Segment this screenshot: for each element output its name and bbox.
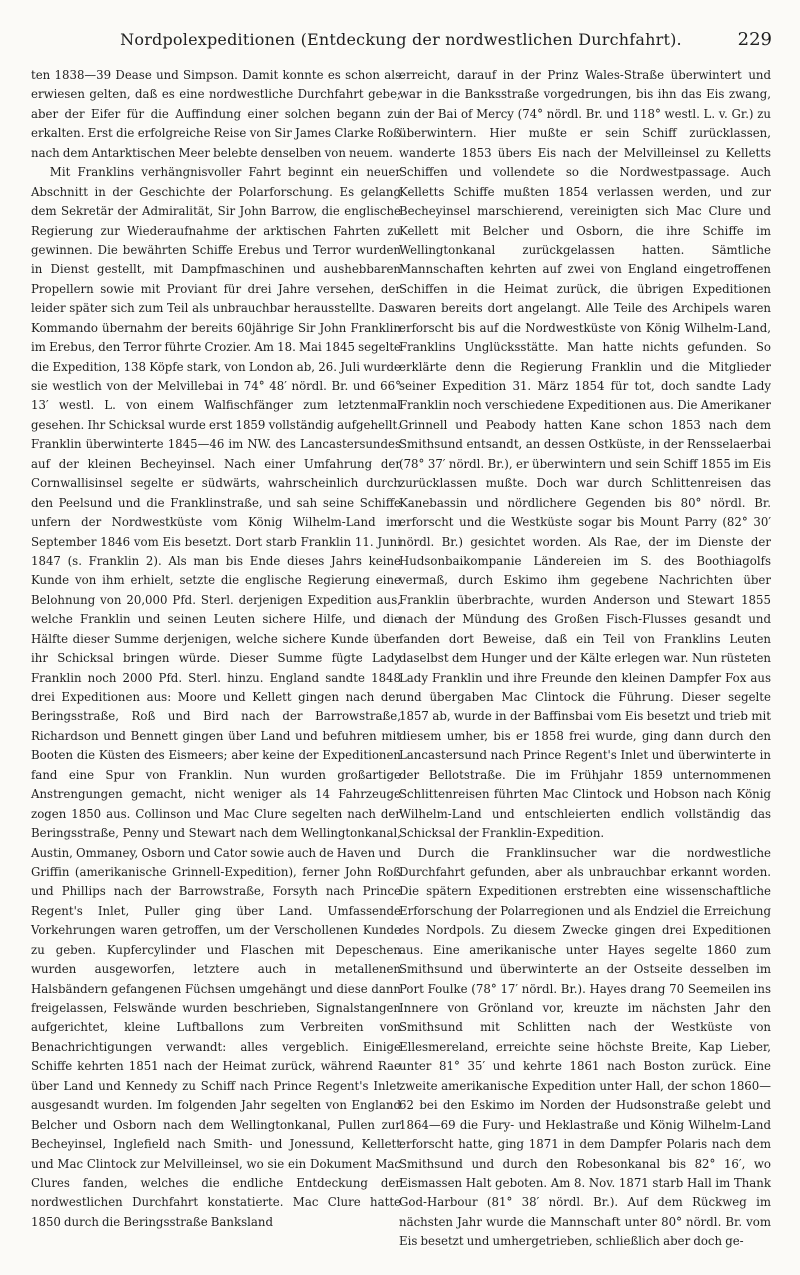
right-column: [399, 66, 771, 1252]
page-number: 229: [737, 29, 772, 50]
left-column: [31, 66, 401, 1232]
paragraph: ten 1838—39 Dease und Simpson. Damit konnte es schon als erwiesen gelten, daß es eine nordwestliche Durchfahrt gebe; aber der Eifer für die Auffindung einer solchen begann zu erkalten. Erst die erfolgreiche Reise von Sir James Clarke Roß nach dem Antarktischen Meer belebte denselben von neuem.: [31, 68, 401, 160]
page-title: Nordpolexpeditionen (Entdeckung der nordwestlichen Durchfahrt).: [120, 30, 682, 49]
running-head: [30, 30, 772, 56]
paragraph: erreicht, darauf in der Prinz Wales-Straße überwintert und war in die Banksstraße vorgedrungen, bis ihn das Eis zwang, in der Bai of Mercy (74° nördl. Br. und 118° westl. L. v. Gr.) zu überwintern. Hier mußte er sein Schiff zurücklassen, wanderte 1853 übers Eis nach der Melvilleinsel zu Kelletts Schiffen und vollendete so die Nordwestpassage. Auch Kelletts Schiffe mußten 1854 verlassen werden, und zur Becheyinsel marschierend, vereinigten sich Mac Clure und Kellett mit Belcher und Osborn, die ihre Schiffe im Wellingtonkanal zurückgelassen hatten. Sämtliche Mannschaften kehrten auf zwei von England eingetroffenen Schiffen in die Heimat zurück, die übrigen Expeditionen waren bereits dort angelangt. Alle Teile des Archipels waren erforscht bis auf die Nordwestküste von König Wilhelm-Land, Franklins Unglücksstätte. Man hatte nichts gefunden. So erklärte denn die Regierung Franklin und die Mitglieder seiner Expedition 31. März 1854 für tot, doch sandte Lady Franklin noch verschiedene Expeditionen aus. Die Amerikaner Grinnell und Peabody hatten Kane schon 1853 nach dem Smithsund entsandt, an dessen Ostküste, in der Rensselaerbai (78° 37′ nördl. Br.), er überwintern und sein Schiff 1855 im Eis zurücklassen mußte. Doch war durch Schlittenreisen das Kanebassin und nördlichere Gegenden bis 80° nördl. Br. erforscht und die Westküste sogar bis Mount Parry (82° 30′ nördl. Br.) gesichtet worden. Als Rae, der im Dienste der Hudsonbaikompanie Ländereien im S. des Boothiagolfs vermaß, durch Eskimo ihm gegebene Nachrichten über Franklin überbrachte, wurden Anderson und Stewart 1855 nach der Mündung des Großen Fisch-Flusses gesandt und fanden dort Beweise, daß ein Teil von Franklins Leuten daselbst dem Hunger und der Kälte erlegen war. Nun rüsteten Lady Franklin und ihre Freunde den kleinen Dampfer Fox aus und übergaben Mac Clintock die Führung. Dieser segelte 1857 ab, wurde in der Baffinsbai vom Eis besetzt und trieb mit diesem umher, bis er 1858 frei wurde, ging dann durch den Lancastersund nach Prince Regent's Inlet und überwinterte in der Bellotstraße. Die im Frühjahr 1859 unternommenen Schlittenreisen führten Mac Clintock und Hobson nach König Wilhelm-Land und entschleierten endlich vollständig das Schicksal der Franklin-Expedition.: [399, 68, 771, 841]
paragraph: Durch die Franklinsucher war die nordwestliche Durchfahrt gefunden, aber als unbrauchbar erkannt worden. Die spätern Expeditionen erstrebten eine wissenschaftliche Erforschung der Polarregionen und als Endziel die Erreichung des Nordpols. Zu diesem Zwecke gingen drei Expeditionen aus. Eine amerikanische unter Hayes segelte 1860 zum Smithsund und überwinterte an der Ostseite desselben im Port Foulke (78° 17′ nördl. Br.). Hayes drang 70 Seemeilen ins Innere von Grönland vor, kreuzte im nächsten Jahr den Smithsund mit Schlitten nach der Westküste von Ellesmereland, erreichte seine höchste Breite, Kap Lieber, unter 81° 35′ und kehrte 1861 nach Boston zurück. Eine zweite amerikanische Expedition unter Hall, der schon 1860—62 bei den Eskimo im Norden der Hudsonstraße gelebt und 1864—69 die Fury- und Heklastraße und König Wilhelm-Land erforscht hatte, ging 1871 in dem Dampfer Polaris nach dem Smithsund und durch den Robesonkanal bis 82° 16′, wo Eismassen Halt geboten. Am 8. Nov. 1871 starb Hall im Thank God-Harbour (81° 38′ nördl. Br.). Auf dem Rückweg im nächsten Jahr wurde die Mannschaft unter 80° nördl. Br. vom Eis besetzt und umhergetrieben, schließlich aber doch ge-: [399, 845, 771, 1249]
paragraph: Mit Franklins verhängnisvoller Fahrt beginnt ein neuer Abschnitt in der Geschichte der Polarforschung. Es gelang dem Sekretär der Admiralität, Sir John Barrow, die englische Regierung zur Wiederaufnahme der arktischen Fahrten zu gewinnen. Die bewährten Schiffe Erebus und Terror wurden in Dienst gestellt, mit Dampfmaschinen und aushebbaren Propellern sowie mit Proviant für drei Jahre versehen, der leider später sich zum Teil als unbrauchbar herausstellte. Das Kommando übernahm der bereits 60jährige Sir John Franklin im Erebus, den Terror führte Crozier. Am 18. Mai 1845 segelte die Expedition, 138 Köpfe stark, von London ab, 26. Juli wurde sie westlich von der Melvillebai in 74° 48′ nördl. Br. und 66° 13′ westl. L. von einem Walfischfänger zum letztenmal gesehen. Ihr Schicksal wurde erst 1859 vollständig aufgehellt. Franklin überwinterte 1845—46 im NW. des Lancastersundes auf der kleinen Becheyinsel. Nach einer Umfahrung der Cornwallisinsel segelte er südwärts, wahrscheinlich durch den Peelsund und die Franklinstraße, und sah seine Schiffe unfern der Nordwestküste vom König Wilhelm-Land im September 1846 vom Eis besetzt. Dort starb Franklin 11. Juni 1847 (s. Franklin 2). Als man bis Ende dieses Jahrs keine Kunde von ihm erhielt, setzte die englische Regierung eine Belohnung von 20,000 Pfd. Sterl. derjenigen Expedition aus, welche Franklin und seinen Leuten sichere Hilfe, und die Hälfte dieser Summe derjenigen, welche sichere Kunde über ihr Schicksal bringen würde. Dieser Summe fügte Lady Franklin noch 2000 Pfd. Sterl. hinzu. England sandte 1848 drei Expeditionen aus: Moore und Kellett gingen nach der Beringsstraße, Roß und Bird nach der Barrowstraße, Richardson und Bennett gingen über Land und befuhren mit Booten die Küsten des Eismeers; aber keine der Expeditionen fand eine Spur von Franklin. Nun wurden großartige Anstrengungen gemacht, nicht weniger als 14 Fahrzeuge zogen 1850 aus. Collinson und Mac Clure segelten nach der Beringsstraße, Penny und Stewart nach dem Wellingtonkanal, Austin, Ommaney, Osborn und Cator sowie auch de Haven und Griffin (amerikanische Grinnell-Expedition), ferner John Roß und Phillips nach der Barrowstraße, Forsyth nach Prince Regent's Inlet, Puller ging über Land. Umfassende Vorkehrungen waren getroffen, um der Verschollenen Kunde zu geben. Kupfercylinder und Flaschen mit Depeschen wurden ausgeworfen, letztere auch in metallenen Halsbändern gefangenen Füchsen umgehängt und diese dann freigelassen, Felswände wurden beschrieben, Signalstangen aufgerichtet, kleine Luftballons zum Verbreiten von Benachrichtigungen verwandt: alles vergeblich. Einige Schiffe kehrten 1851 nach der Heimat zurück, während Rae über Land und Kennedy zu Schiff nach Prince Regent's Inlet ausgesandt wurden. Im folgenden Jahr segelten von England Belcher und Osborn nach dem Wellingtonkanal, Pullen zur Becheyinsel, Inglefield nach Smith- und Jonessund, Kellett und Mac Clintock zur Melvilleinsel, wo sie ein Dokument Mac Clures fanden, welches die endliche Entdeckung der nordwestlichen Durchfahrt konstatierte. Mac Clure hatte 1850 durch die Beringsstraße Banksland: [31, 165, 401, 1229]
